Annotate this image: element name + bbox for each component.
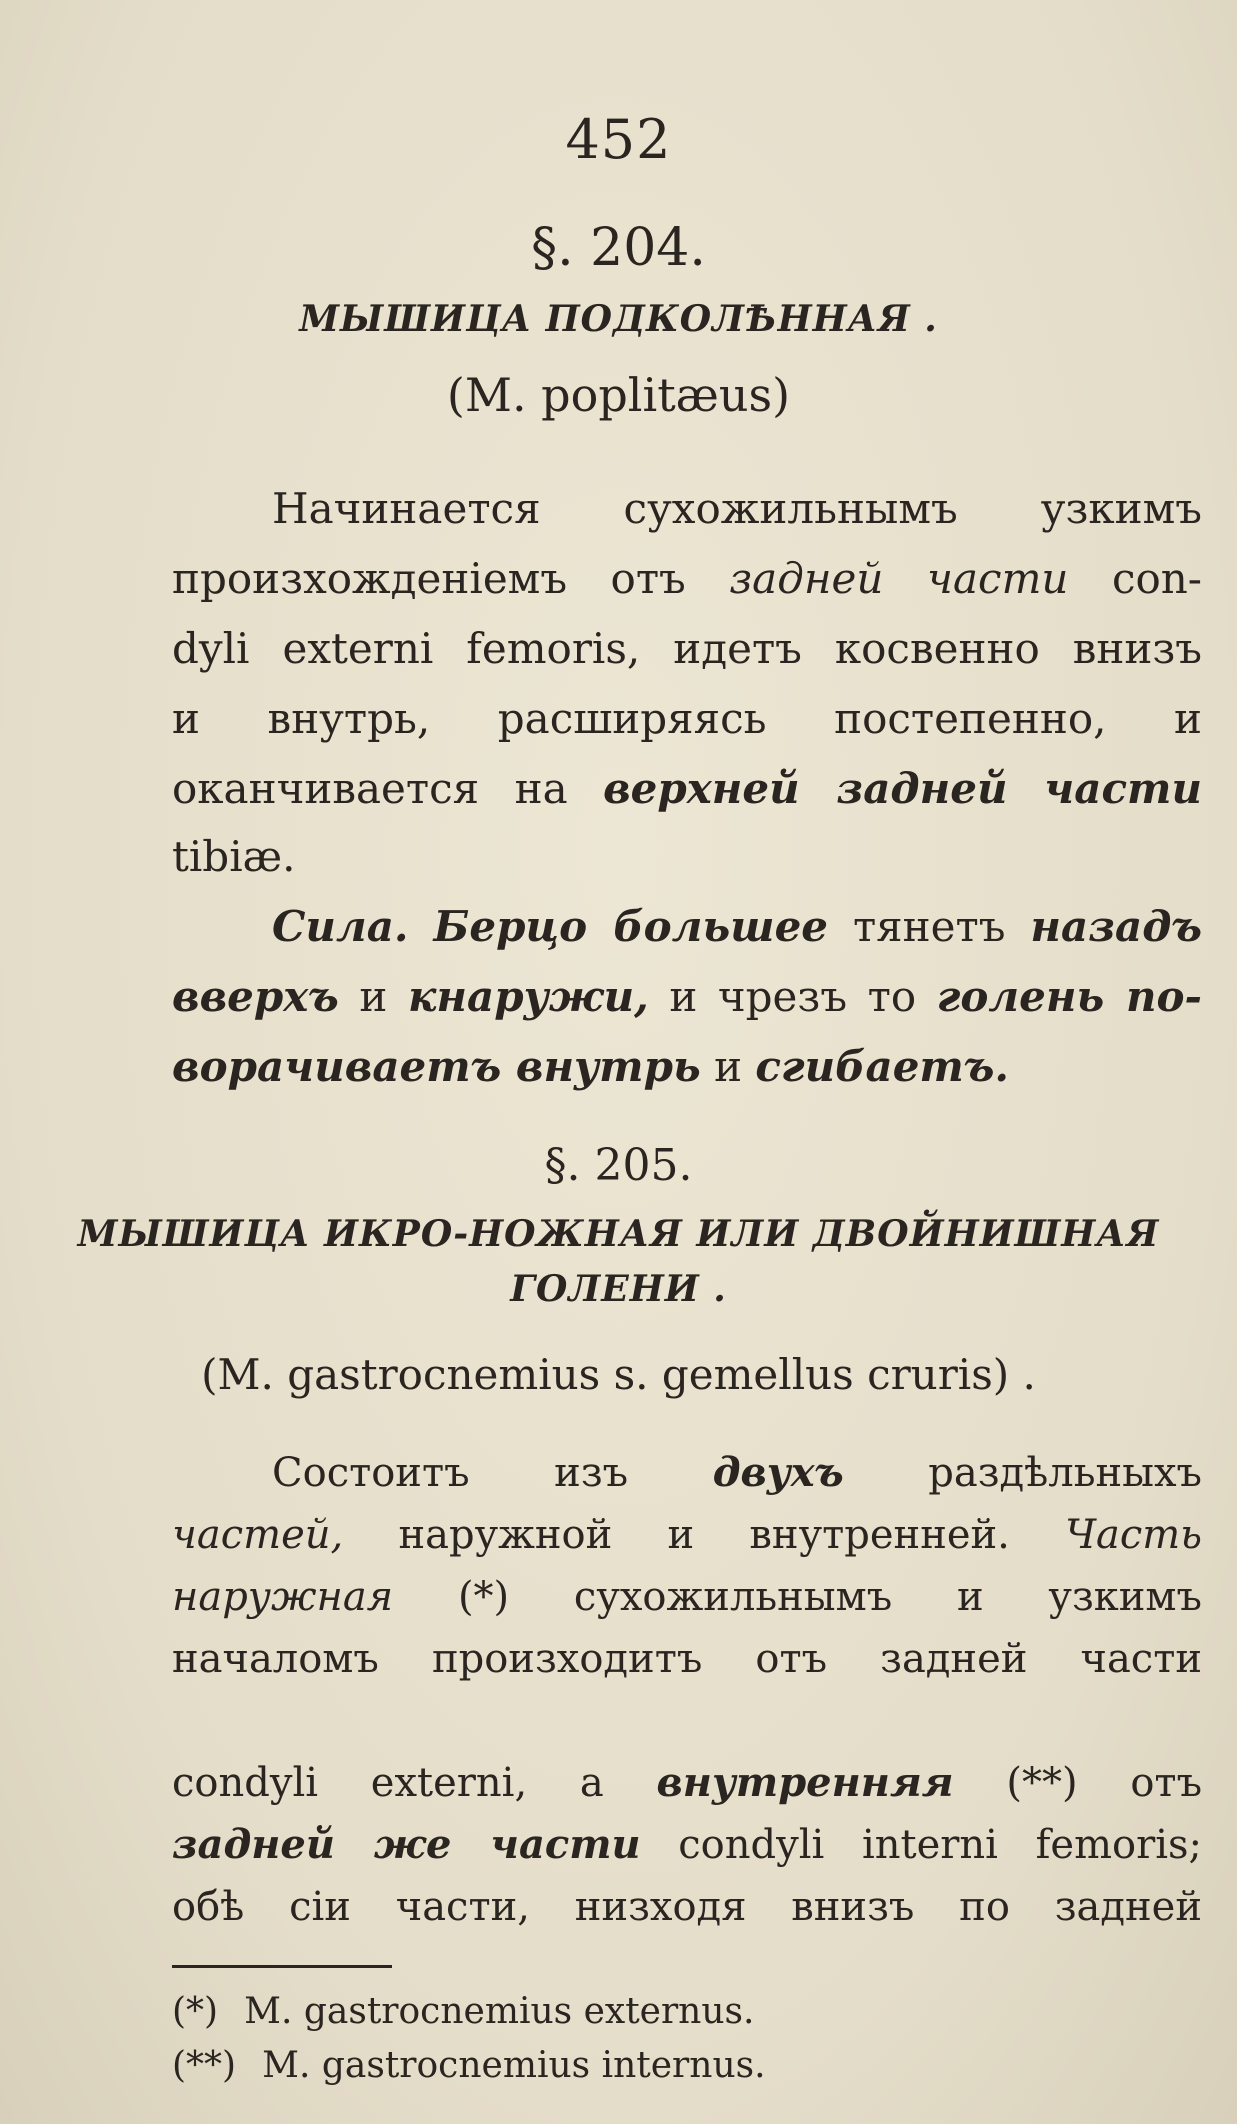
- footnote-mark: (*): [172, 1991, 219, 2032]
- text-span: (**) отъ: [1006, 1760, 1203, 1806]
- footnote-text: M. gastrocnemius externus.: [244, 1991, 755, 2032]
- text-line: dyli externi femoris, идетъ косвенно внизъ: [172, 624, 1202, 673]
- italic-span: верхней задней части: [603, 764, 1202, 813]
- footnote-mark: (**): [172, 2045, 237, 2086]
- section-heading-205-line2: ГОЛЕНИ .: [510, 1268, 727, 1310]
- italic-span: задней части: [729, 554, 1069, 603]
- text-span: и чрезъ то: [669, 972, 917, 1021]
- text-line: [172, 1574, 1202, 1620]
- text-line: [172, 764, 1202, 813]
- text-span: раздѣльныхъ: [928, 1450, 1202, 1496]
- italic-span: задней же части: [172, 1821, 641, 1868]
- text-span: и: [359, 972, 388, 1021]
- text-line: [172, 1821, 1202, 1868]
- text-span: Состоитъ изъ: [272, 1450, 629, 1496]
- footnote-1: [172, 1991, 754, 2032]
- text-span: наружной и внутренней.: [398, 1512, 1010, 1558]
- text-span: (*) сухожильнымъ и узкимъ: [457, 1574, 1202, 1620]
- text-line: tibiæ.: [172, 832, 296, 881]
- text-line: [172, 972, 1202, 1021]
- text-line: и внутрь, расширяясь постепенно, и: [172, 694, 1202, 743]
- italic-span: Берцо большее: [433, 902, 829, 951]
- latin-title-205: (M. gastrocnemius s. gemellus cruris) .: [201, 1350, 1036, 1399]
- text-span: condyli interni femoris;: [678, 1822, 1202, 1868]
- footnote-rule: [172, 1965, 392, 1968]
- italic-span: двухъ: [712, 1449, 844, 1496]
- text-line: [272, 902, 1202, 951]
- text-line: [172, 1042, 1202, 1091]
- italic-span: кнаружи,: [408, 972, 649, 1021]
- text-span: condyli externi, а: [172, 1760, 604, 1806]
- section-number-204: §. 204.: [531, 218, 706, 278]
- text-span: оканчивается на: [172, 764, 568, 813]
- section-heading-205-line1: МЫШИЦА ИКРО-НОЖНАЯ ИЛИ ДВОЙНИШНАЯ: [77, 1213, 1160, 1255]
- section-heading-204: МЫШИЦА ПОДКОЛѢННАЯ .: [299, 298, 938, 340]
- text-line: [272, 1449, 1202, 1496]
- italic-span: частей,: [172, 1512, 344, 1558]
- italic-span: Сила.: [272, 902, 409, 951]
- section-number-205: §. 205.: [544, 1140, 693, 1191]
- italic-span: наружная: [172, 1574, 394, 1620]
- text-line: [172, 554, 1202, 603]
- footnote-text: M. gastrocnemius internus.: [262, 2045, 766, 2086]
- italic-span: ворачиваетъ внутрь: [172, 1042, 701, 1091]
- italic-span: голень по-: [936, 972, 1202, 1021]
- italic-span: внутренняя: [656, 1759, 954, 1806]
- text-line: началомъ произходитъ отъ задней части: [172, 1636, 1202, 1682]
- text-line: Начинается сухожильнымъ узкимъ: [272, 484, 1202, 533]
- text-span: и: [714, 1042, 743, 1091]
- text-span: тянетъ: [852, 902, 1006, 951]
- latin-title-204: (M. poplitæus): [446, 368, 791, 422]
- footnote-2: [172, 2045, 766, 2086]
- page-number: 452: [565, 108, 672, 171]
- italic-span: вверхъ: [172, 972, 339, 1021]
- italic-span: Часть: [1065, 1512, 1203, 1558]
- text-span: con-: [1111, 554, 1202, 603]
- text-line: [172, 1759, 1203, 1806]
- italic-span: сгибаетъ.: [755, 1042, 1010, 1091]
- text-line: [172, 1512, 1203, 1558]
- italic-span: назадъ: [1030, 902, 1202, 951]
- text-line: [172, 1884, 1202, 1930]
- text-span: обѣ сіи части, низходя внизъ по задней: [172, 1884, 1202, 1930]
- text-span: произхожденіемъ отъ: [172, 554, 686, 603]
